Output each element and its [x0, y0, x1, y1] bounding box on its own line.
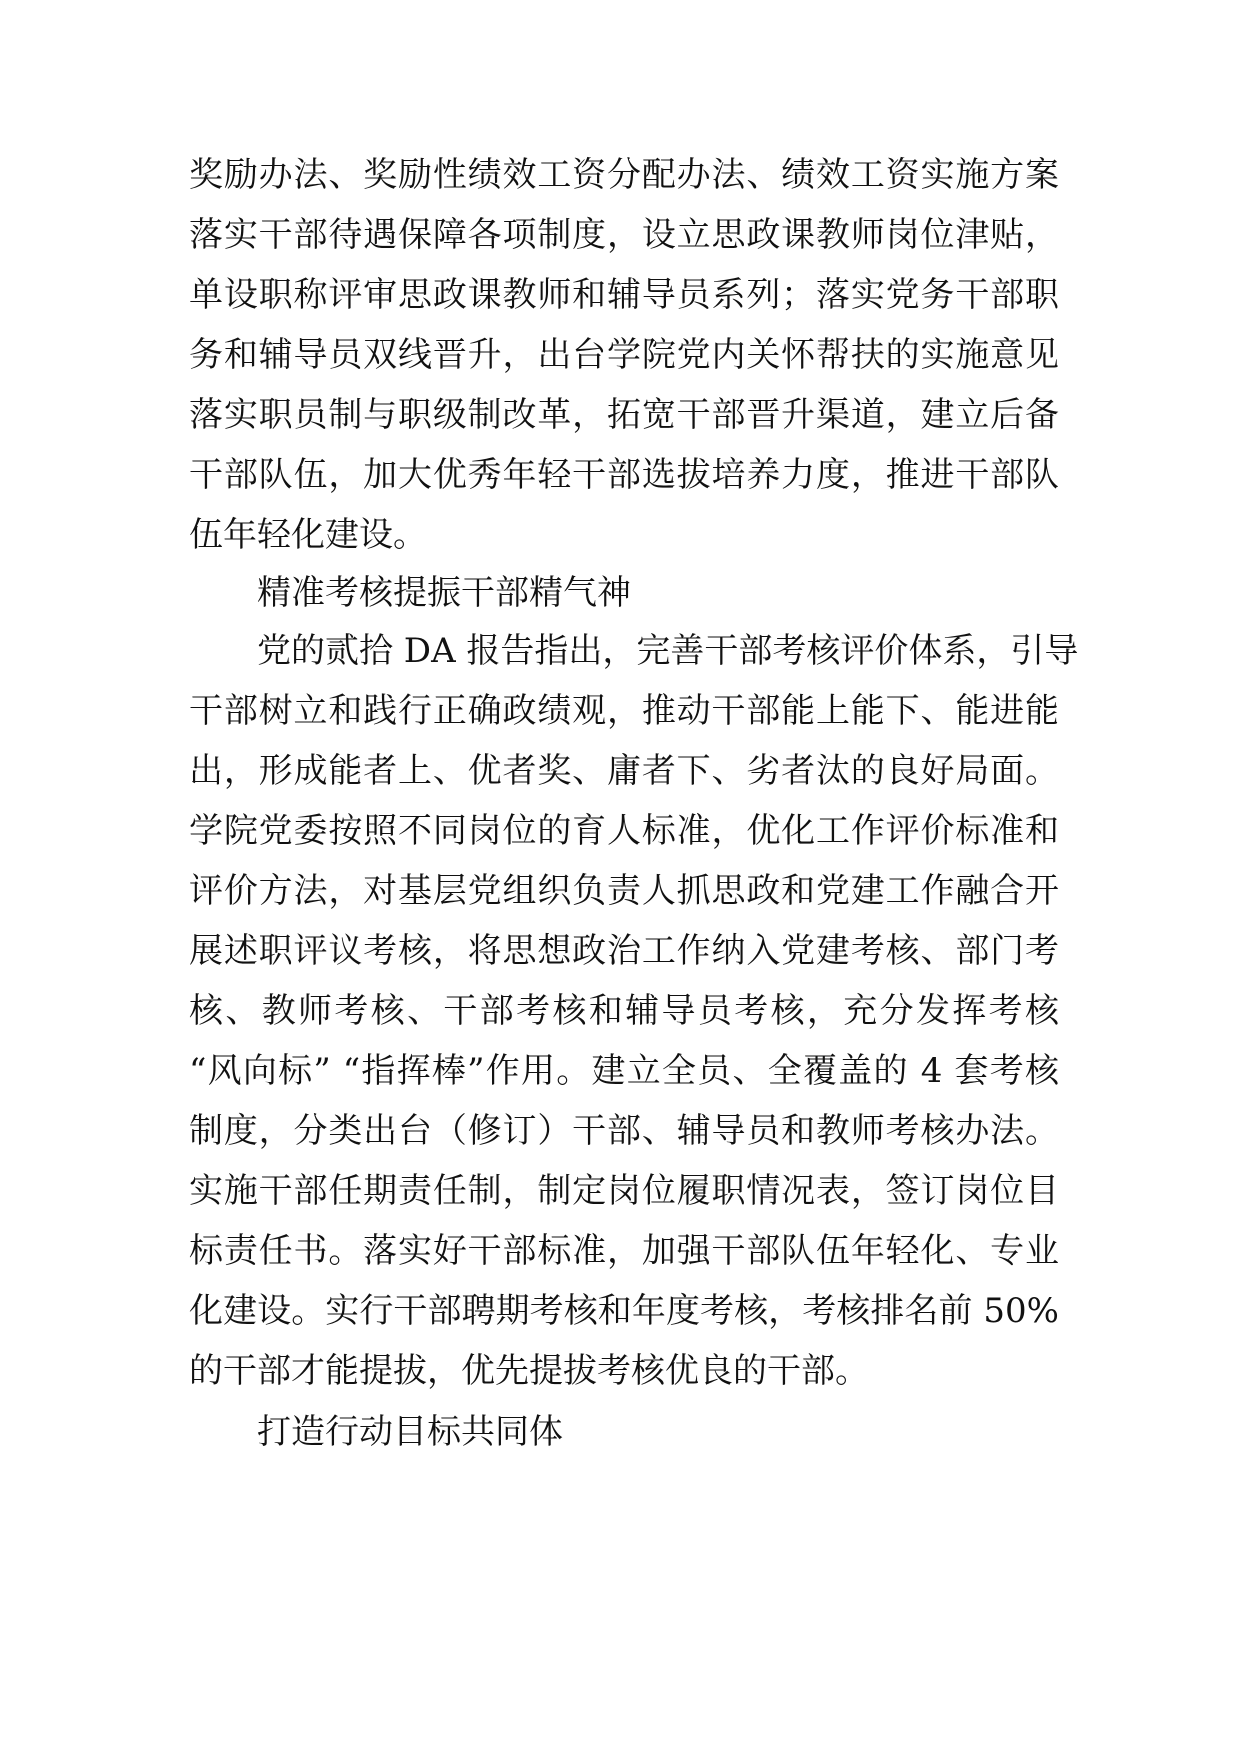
body-line: 伍年轻化建设。 [189, 515, 427, 555]
body-line: 务和辅导员双线晋升，出台学院党内关怀帮扶的实施意见 [189, 335, 1059, 375]
body-line: 党的贰拾 DA 报告指出，完善干部考核评价体系，引导 [257, 631, 1079, 671]
body-line: 落实干部待遇保障各项制度，设立思政课教师岗位津贴， [189, 215, 1059, 255]
section-heading: 精准考核提振干部精气神 [257, 573, 631, 613]
body-line: 出，形成能者上、优者奖、庸者下、劣者汰的良好局面。 [189, 751, 1059, 791]
body-line: 展述职评议考核，将思想政治工作纳入党建考核、部门考 [189, 931, 1059, 971]
body-line: 实施干部任期责任制，制定岗位履职情况表，签订岗位目 [189, 1171, 1059, 1211]
body-line: 制度，分类出台（修订）干部、辅导员和教师考核办法。 [189, 1111, 1059, 1151]
body-line: 奖励办法、奖励性绩效工资分配办法、绩效工资实施方案 [189, 155, 1059, 195]
body-line: 评价方法，对基层党组织负责人抓思政和党建工作融合开 [189, 871, 1059, 911]
body-line: 干部树立和践行正确政绩观，推动干部能上能下、能进能 [189, 691, 1059, 731]
body-line: 的干部才能提拔，优先提拔考核优良的干部。 [189, 1351, 869, 1391]
body-line: 干部队伍，加大优秀年轻干部选拔培养力度，推进干部队 [189, 455, 1059, 495]
body-line: “风向标” “指挥棒”作用。建立全员、全覆盖的 4 套考核 [189, 1051, 1059, 1091]
body-line: 落实职员制与职级制改革，拓宽干部晋升渠道，建立后备 [189, 395, 1059, 435]
body-line: 核、教师考核、干部考核和辅导员考核，充分发挥考核 [189, 991, 1059, 1031]
section-heading: 打造行动目标共同体 [257, 1412, 563, 1452]
body-line: 化建设。实行干部聘期考核和年度考核，考核排名前 50% [189, 1291, 1059, 1331]
body-line: 单设职称评审思政课教师和辅导员系列；落实党务干部职 [189, 275, 1059, 315]
body-line: 学院党委按照不同岗位的育人标准，优化工作评价标准和 [189, 811, 1059, 851]
body-line: 标责任书。落实好干部标准，加强干部队伍年轻化、专业 [189, 1231, 1059, 1271]
